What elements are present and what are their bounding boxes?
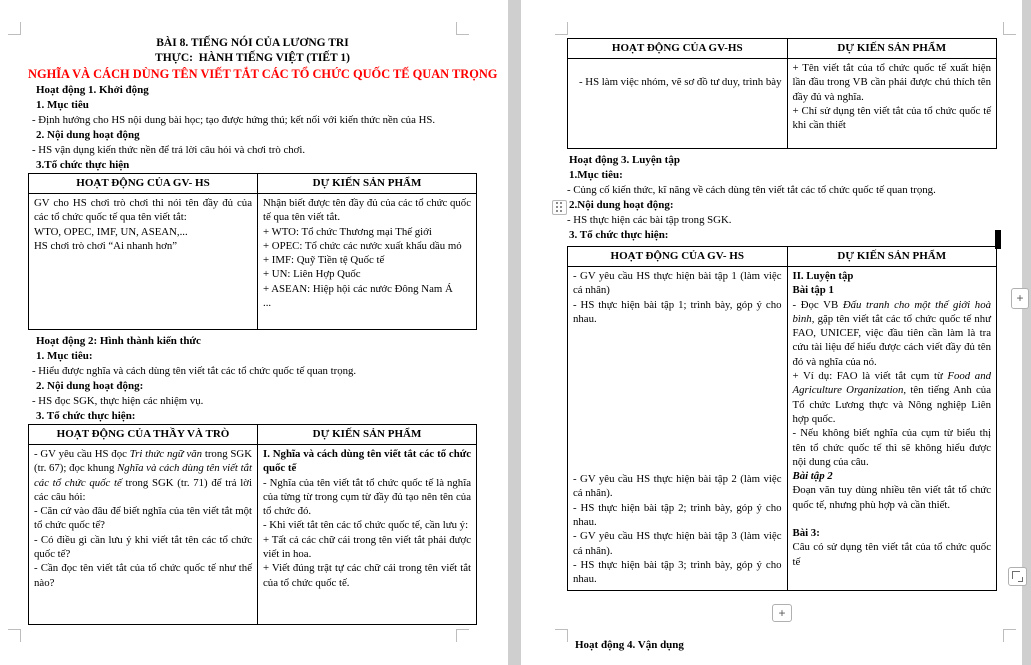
table-header-row — [29, 425, 477, 445]
paragraph: Câu có sử dụng tên viết tắt của tổ chức quốc tế — [792, 541, 991, 568]
table-row — [568, 59, 997, 149]
exercise-heading: Bài tập 2 — [792, 470, 833, 483]
activity1-muc-tieu-label: 1. Mục tiêu — [36, 99, 89, 111]
paragraph: ... — [263, 297, 272, 310]
table3-header-right: DỰ KIẾN SẢN PHẨM — [787, 39, 997, 59]
activity1-to-chuc-label: 3.Tổ chức thực hiện — [36, 159, 130, 171]
activity2-noi-dung-text: - HS đọc SGK, thực hiện các nhiệm vụ. — [32, 395, 204, 407]
table2-cell-right — [258, 445, 477, 625]
resize-corner-glyph — [1018, 577, 1023, 582]
paragraph: + Tên viết tắt của tổ chức quốc tế xuất hiện lần đầu trong VB cần phải được chú thích tên đầy đủ và nghĩa. — [792, 62, 991, 103]
paragraph: - HS làm việc nhóm, vẽ sơ đồ tư duy, trình bày — [579, 76, 782, 88]
document-page-1[interactable] — [0, 0, 508, 665]
activity2-heading: Hoạt động 2: Hình thành kiến thức — [36, 335, 201, 347]
activity1-heading: Hoạt động 1. Khởi động — [36, 84, 149, 96]
table-row — [29, 445, 477, 625]
insert-column-plus-button[interactable]: + — [1011, 288, 1029, 309]
paragraph: - Đọc VB Đấu tranh cho một thế giới hoà bình, gặp tên viết tắt các tổ chức quốc tế như FAO, UNICEF, việc đầu tiên cần làm là tra cứu tài liệu để hiểu được cách viết đầy đủ tên đó và nghĩa của nó. — [792, 298, 991, 368]
table1-header-right: DỰ KIẾN SẢN PHẨM — [258, 174, 477, 194]
paragraph: - Khi viết tắt tên các tổ chức quốc tế, cần lưu ý: — [263, 519, 469, 532]
activity2-muc-tieu-label: 1. Mục tiêu: — [36, 350, 93, 362]
activity3-muc-tieu-label: 1.Mục tiêu: — [569, 169, 623, 181]
paragraph: + OPEC: Tổ chức các nước xuất khẩu dầu mỏ — [263, 239, 462, 252]
paragraph: + Viết đúng trật tự các chữ cái trong tên viết tắt của tổ chức quốc tế. — [263, 562, 471, 589]
activity2-continued-table — [567, 38, 997, 149]
paragraph: - GV yêu cầu HS đọc Tri thức ngữ văn trong SGK (tr. 67); đọc khung Nghĩa và cách dùng tên viết tắt các tổ chức quốc tế trong SGK (tr. 71) để trả lời các câu hỏi: — [34, 448, 253, 503]
paragraph: + Tất cả các chữ cái trong tên viết tắt phải được viết in hoa. — [263, 533, 471, 561]
table4-cell-left — [568, 267, 788, 591]
exercise-heading: Bài tập 1 — [792, 284, 834, 297]
activity3-noi-dung-label: 2.Nội dung hoạt động: — [569, 199, 674, 211]
table-header-row — [568, 39, 997, 59]
paragraph: Nhận biết được tên đầy đủ của các tổ chức quốc tế qua tên viết tắt. — [263, 197, 471, 224]
paragraph: + UN: Liên Hợp Quốc — [263, 268, 361, 281]
document-page-2[interactable] — [521, 0, 1022, 665]
paragraph: + WTO: Tổ chức Thương mại Thế giới — [263, 225, 432, 238]
paragraph: - HS thực hiện bài tập 1; trình bày, góp ý cho nhau. — [573, 298, 782, 325]
table2-cell-left — [29, 445, 258, 625]
activity2-muc-tieu-text: - Hiểu được nghĩa và cách dùng tên viết tắt các tổ chức quốc tế quan trọng. — [32, 365, 357, 377]
table1-cell-right — [258, 194, 477, 330]
insert-row-plus-button[interactable]: + — [772, 604, 792, 622]
doc-subtitle-red: NGHĨA VÀ CÁCH DÙNG TÊN VIẾT TẮT CÁC TỔ CHỨC QUỐC TẾ QUAN TRỌNG — [28, 67, 498, 81]
activity3-heading: Hoạt động 3. Luyện tập — [569, 154, 680, 166]
section-heading: I. Nghĩa và cách dùng tên viết tắt các tổ chức quốc tế — [263, 448, 471, 475]
table4-cell-right — [787, 267, 997, 591]
page-margin-mark — [8, 629, 21, 642]
activity1-noi-dung-label: 2. Nội dung hoạt động — [36, 129, 140, 141]
table2-header-right: DỰ KIẾN SẢN PHẨM — [258, 425, 477, 445]
table-header-row — [568, 247, 997, 267]
paragraph: WTO, OPEC, IMF, UN, ASEAN,... — [34, 225, 188, 238]
doc-title-line1: BÀI 8. TIẾNG NÓI CỦA LƯƠNG TRI — [156, 37, 349, 49]
paragraph: + IMF: Quỹ Tiền tệ Quốc tế — [263, 254, 385, 267]
table3-cell-right — [787, 59, 997, 149]
table-resize-handle-icon[interactable] — [1008, 567, 1027, 586]
activity2-to-chuc-label: 3. Tổ chức thực hiện: — [36, 410, 136, 422]
activity2-table — [28, 424, 477, 625]
table2-header-left: HOẠT ĐỘNG CỦA THẦY VÀ TRÒ — [29, 425, 258, 445]
table-row — [568, 267, 997, 591]
table1-header-left: HOẠT ĐỘNG CỦA GV- HS — [29, 174, 258, 194]
paragraph: - HS thực hiện bài tập 2; trình bày, góp ý cho nhau. — [573, 501, 782, 529]
paragraph: - HS thực hiện bài tập 3; trình bày, góp ý cho nhau. — [573, 558, 782, 586]
activity2-noi-dung-label: 2. Nội dung hoạt động: — [36, 380, 144, 392]
paragraph: - Cần đọc tên viết tắt của tổ chức quốc tế như thế nào? — [34, 562, 252, 589]
activity3-to-chuc-label: 3. Tổ chức thực hiện: — [569, 229, 669, 241]
table-header-row — [29, 174, 477, 194]
paragraph: - Căn cứ vào đâu để biết nghĩa của tên viết tắt một tổ chức quốc tế? — [34, 505, 252, 532]
paragraph: GV cho HS chơi trò chơi thi nói tên đầy đủ của các tổ chức quốc tế qua tên viết tắt: — [34, 197, 252, 224]
paragraph: - GV yêu cầu HS thực hiện bài tập 2 (làm việc cá nhân). — [573, 473, 782, 500]
paragraph: - Nếu không biết nghĩa của cụm từ biểu thị tên tổ chức quốc tế thì sẽ không hiểu được nội dung của câu. — [792, 427, 991, 468]
paragraph: - Có điều gì cần lưu ý khi viết tắt tên các tổ chức quốc tế? — [34, 533, 252, 561]
table-row — [29, 194, 477, 330]
table4-wrapper — [567, 246, 997, 591]
activity3-muc-tieu-text: - Củng cố kiến thức, kĩ năng về cách dùng tên viết tắt các tổ chức quốc tế quan trọng. — [567, 184, 936, 196]
paragraph: + Ví dụ: FAO là viết tắt cụm từ Food and Agriculture Organization, tên tiếng Anh của Tổ chức Lương thực và Nông nghiệp Liên hợp quốc. — [792, 370, 991, 425]
table3-wrapper — [567, 38, 997, 149]
table1-cell-left — [29, 194, 258, 330]
paragraph: - GV yêu cầu HS thực hiện bài tập 3 (làm việc cá nhân). — [573, 530, 782, 557]
paragraph: Đoạn văn tuy dùng nhiều tên viết tắt tổ chức quốc tế, nhưng phù hợp và cần thiết. — [792, 484, 991, 511]
exercise-heading: Bài 3: — [792, 527, 820, 540]
activity1-noi-dung-text: - HS vận dụng kiến thức nền để trả lời câu hỏi và chơi trò chơi. — [32, 144, 306, 156]
paragraph: HS chơi trò chơi “Ai nhanh hơn” — [34, 239, 178, 252]
table1-wrapper — [28, 173, 477, 330]
activity3-table — [567, 246, 997, 591]
paragraph: - Nghĩa của tên viết tắt tổ chức quốc tế là nghĩa của từng từ trong cụm từ đầy đủ tạo nên tên của tổ chức đó. — [263, 476, 471, 518]
section-heading: II. Luyện tập — [792, 270, 854, 282]
paragraph: - GV yêu cầu HS thực hiện bài tập 1 (làm việc cá nhân) — [573, 270, 782, 297]
activity4-heading: Hoạt động 4. Vận dụng — [575, 639, 684, 651]
paragraph: + ASEAN: Hiệp hội các nước Đông Nam Á — [263, 282, 453, 295]
table4-header-right: DỰ KIẾN SẢN PHẨM — [787, 247, 997, 267]
paragraph: + Chỉ sử dụng tên viết tắt của tổ chức quốc tế khi cần thiết — [792, 104, 991, 132]
activity1-table — [28, 173, 477, 330]
page-margin-mark — [456, 629, 469, 642]
table3-header-left: HOẠT ĐỘNG CỦA GV-HS — [568, 39, 788, 59]
doc-title-line2: THỰC: HÀNH TIẾNG VIỆT (TIẾT 1) — [155, 52, 350, 64]
table3-cell-left — [568, 59, 788, 149]
table-edge-selection-marker — [995, 230, 1001, 249]
activity1-muc-tieu-text: - Định hướng cho HS nội dung bài học; tạo được hứng thú; kết nối với kiến thức nền của HS. — [32, 114, 436, 126]
activity3-noi-dung-text: - HS thực hiện các bài tập trong SGK. — [567, 214, 732, 226]
table4-header-left: HOẠT ĐỘNG CỦA GV- HS — [568, 247, 788, 267]
table2-wrapper — [28, 424, 477, 625]
